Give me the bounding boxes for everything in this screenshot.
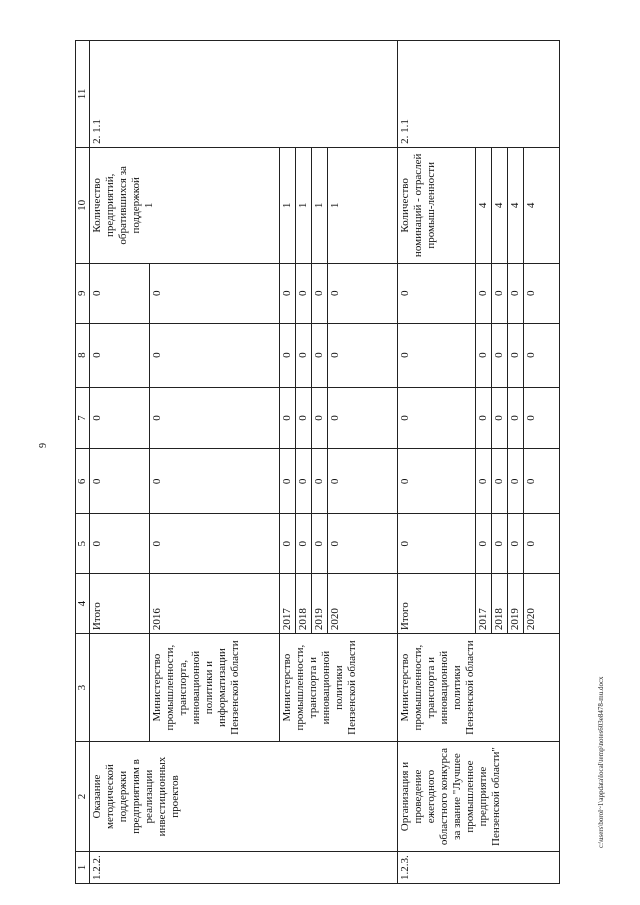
year-cell: 2018	[492, 574, 508, 634]
empty-cell	[90, 634, 150, 742]
col-num: 1	[76, 852, 90, 884]
col-num: 4	[76, 574, 90, 634]
indicator-text: Количество номинаций - отраслей промыш-ленности	[398, 147, 476, 263]
page-number: 9	[38, 443, 49, 448]
value-cell: 4	[508, 147, 524, 263]
col-num: 3	[76, 634, 90, 742]
col-num: 5	[76, 514, 90, 574]
value-cell: 0	[476, 514, 492, 574]
value-cell: 0	[398, 323, 476, 387]
value-cell: 0	[508, 323, 524, 387]
year-cell: 2020	[524, 574, 560, 634]
year-cell: 2017	[280, 574, 296, 634]
value-cell: 0	[312, 323, 328, 387]
value-cell: 0	[492, 323, 508, 387]
value-cell: 0	[476, 323, 492, 387]
year-cell: 2017	[476, 574, 492, 634]
value-cell: 0	[90, 514, 150, 574]
value-cell: 4	[476, 147, 492, 263]
value-cell: 0	[150, 263, 280, 323]
col-num: 6	[76, 449, 90, 514]
item-number: 1.2.3.	[398, 852, 560, 884]
item-title: Организация и проведение ежегодного областного конкурса за звание "Лучшее промышленное предприятие Пензенской области"	[398, 742, 560, 852]
value-cell: 0	[524, 514, 560, 574]
year-cell: 2019	[508, 574, 524, 634]
value-cell: 0	[398, 387, 476, 449]
rotated-table-sheet	[75, 40, 606, 884]
ministry-cell: Министерство промышленности, транспорта, инновационной политики и информатизации Пензенской области	[150, 634, 280, 742]
value-cell: 0	[492, 449, 508, 514]
value-cell: 0	[90, 449, 150, 514]
value-cell: 0	[476, 263, 492, 323]
value-cell: 1	[296, 147, 312, 263]
value-cell: 0	[90, 323, 150, 387]
value-cell: 0	[492, 387, 508, 449]
value-cell: 0	[296, 323, 312, 387]
value-cell: 0	[508, 387, 524, 449]
value-cell: 0	[524, 387, 560, 449]
value-cell: 0	[280, 514, 296, 574]
value-cell: 0	[508, 514, 524, 574]
value-cell: 0	[476, 449, 492, 514]
ministry-cell: Министерство промышленности, транспорта и инновационной политики Пензенской области	[280, 634, 398, 742]
value-cell: 0	[312, 514, 328, 574]
value-cell: 0	[150, 449, 280, 514]
table-row	[90, 41, 150, 884]
indicator-value: 1	[143, 202, 155, 209]
value-cell: 0	[280, 387, 296, 449]
total-label: Итого	[90, 574, 150, 634]
item-title: Оказание методической поддержки предприятиям в реализации инвестиционных проектов	[90, 742, 398, 852]
value-cell: 0	[328, 263, 398, 323]
ministry-cell: Министерство промышленности, транспорта и инновационной политики Пензенской области	[398, 634, 560, 742]
year-cell: 2018	[296, 574, 312, 634]
value-cell: 0	[90, 263, 150, 323]
value-cell: 0	[312, 449, 328, 514]
value-cell: 0	[398, 449, 476, 514]
col-num: 2	[76, 742, 90, 852]
year-cell: 2019	[312, 574, 328, 634]
year-cell: 2016	[150, 574, 280, 634]
value-cell: 0	[492, 263, 508, 323]
value-cell: 0	[328, 514, 398, 574]
year-cell: 2020	[328, 574, 398, 634]
value-cell: 0	[398, 514, 476, 574]
table-row	[398, 41, 476, 884]
col-num: 9	[76, 263, 90, 323]
value-cell: 0	[328, 387, 398, 449]
value-cell: 1	[328, 147, 398, 263]
value-cell: 1	[312, 147, 328, 263]
col-num: 10	[76, 147, 90, 263]
value-cell: 0	[524, 449, 560, 514]
value-cell: 0	[398, 263, 476, 323]
value-cell: 0	[280, 323, 296, 387]
reference-cell: 2. 1.1	[398, 41, 560, 148]
value-cell: 0	[312, 263, 328, 323]
column-numbers-row	[76, 41, 90, 884]
item-number: 1.2.2.	[90, 852, 398, 884]
indicator-text: Количество предприятий, обратившихся за поддержкой	[91, 166, 142, 245]
value-cell: 0	[296, 263, 312, 323]
col-num: 7	[76, 387, 90, 449]
value-cell: 0	[524, 263, 560, 323]
value-cell: 0	[508, 449, 524, 514]
value-cell: 0	[476, 387, 492, 449]
value-cell: 0	[90, 387, 150, 449]
indicator-cell	[90, 147, 280, 263]
value-cell: 4	[492, 147, 508, 263]
value-cell: 0	[150, 323, 280, 387]
value-cell: 0	[280, 449, 296, 514]
value-cell: 1	[280, 147, 296, 263]
value-cell: 0	[328, 449, 398, 514]
col-num: 8	[76, 323, 90, 387]
value-cell: 0	[328, 323, 398, 387]
program-table	[75, 40, 560, 884]
reference-cell: 2. 1.1	[90, 41, 398, 148]
value-cell: 0	[312, 387, 328, 449]
value-cell: 0	[492, 514, 508, 574]
value-cell: 4	[524, 147, 560, 263]
total-label: Итого	[398, 574, 476, 634]
col-num: 11	[76, 41, 90, 148]
document-footer-path: c:\users\borol~1\appdata\local\temp\notes603e8478-mu.docx	[597, 676, 605, 848]
value-cell: 0	[508, 263, 524, 323]
value-cell: 0	[524, 323, 560, 387]
value-cell: 0	[280, 263, 296, 323]
value-cell: 0	[296, 387, 312, 449]
value-cell: 0	[296, 514, 312, 574]
value-cell: 0	[296, 449, 312, 514]
value-cell: 0	[150, 514, 280, 574]
value-cell: 0	[150, 387, 280, 449]
